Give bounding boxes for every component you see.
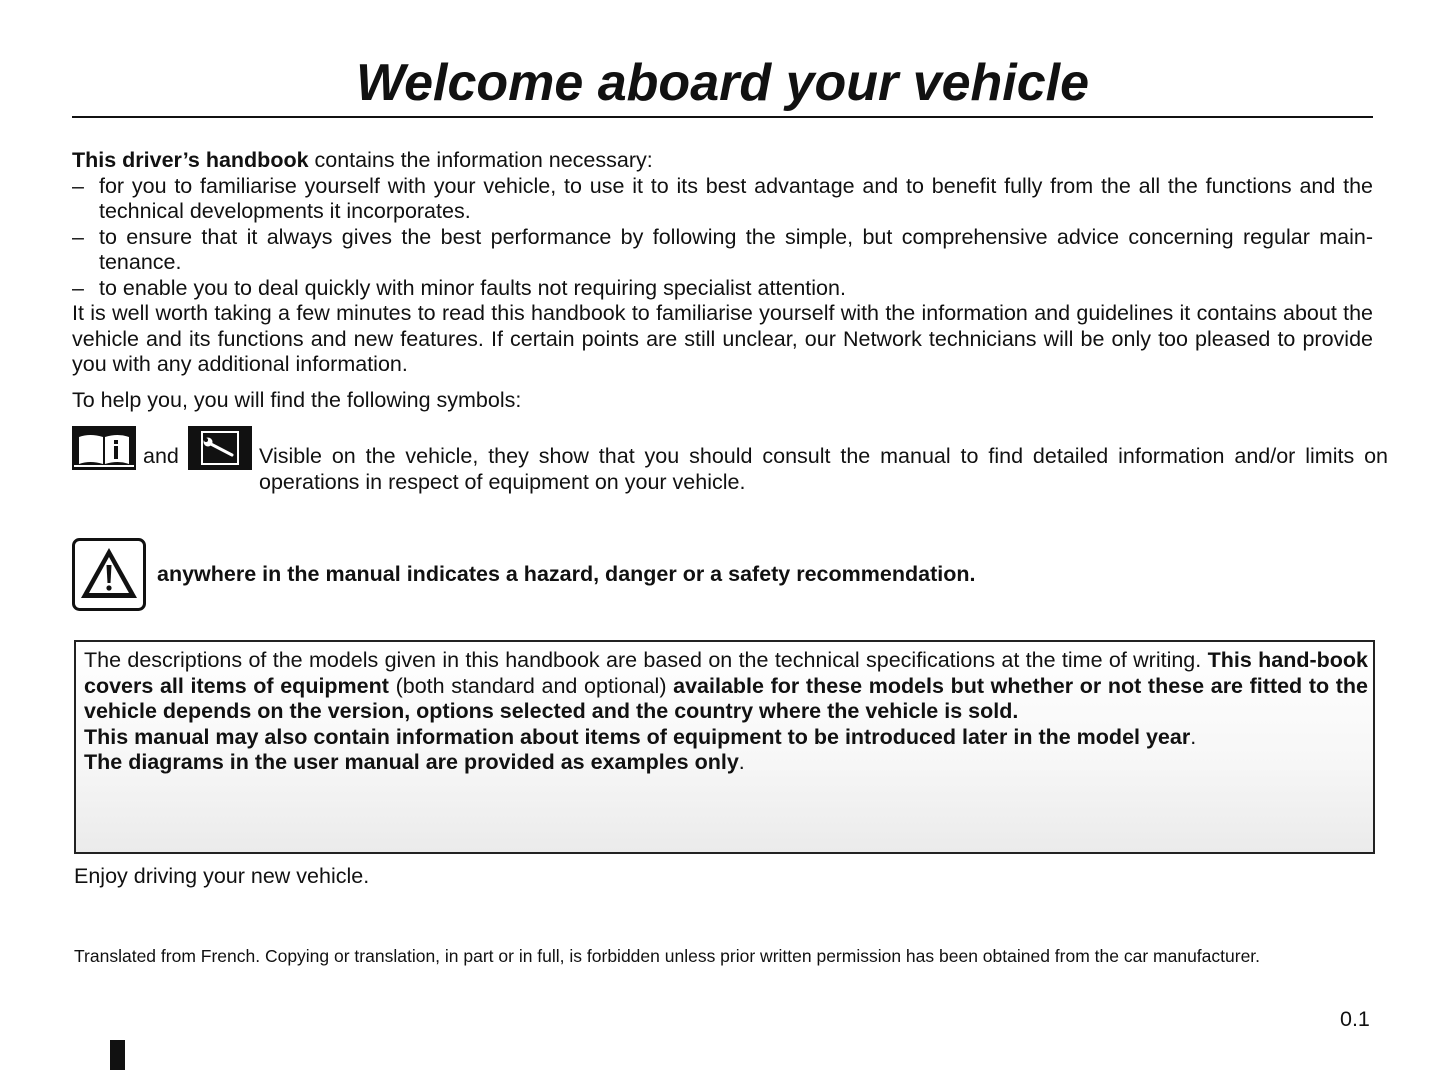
and-label: and [143, 444, 179, 468]
warning-text: anywhere in the manual indicates a hazard, danger or a safety recommendation. [157, 562, 976, 586]
page-title: Welcome aboard your vehicle [355, 54, 1090, 112]
notice-text-bold: available for these models but whether or not these are fitted to the vehicle depends on the version, options selected and the country where the vehicle is sold. [84, 673, 1369, 723]
list-item [72, 174, 1373, 225]
symbols-row [72, 426, 1388, 498]
bullet-dash: – [72, 224, 84, 249]
book-info-icon [72, 426, 136, 470]
notice-text-bold: The diagrams in the user manual are provided as examples only [84, 750, 739, 774]
notice-text-normal: . [738, 750, 745, 774]
list-item [72, 225, 1373, 276]
list-item [72, 276, 1373, 302]
notice-text-normal: The descriptions of the models given in this handbook are based on the technical specifications at the time of writing. [84, 648, 1208, 672]
bullet-text: for you to familiarise yourself with your vehicle, to use it to its best advantage and to benefit fully from the all the functions and the technical developments it incorporates. [99, 173, 1373, 223]
bullet-dash: – [72, 173, 84, 198]
intro-lead [72, 148, 1373, 174]
notice-text-normal: (both standard and optional) [388, 673, 674, 698]
intro-paragraph: It is well worth taking a few minutes to read this handbook to familiarise yourself with the information and guidelines it contains about the vehicle and its functions and new features. If certain points are still unclear, our Network technicians will be only too pleased to provide you with any additional information. [72, 301, 1373, 376]
symbols-intro: To help you, you will find the following symbols: [72, 387, 522, 412]
notice-text-bold: This manual may also contain information about items of equipment to be introduced later in the model year [84, 724, 1191, 749]
title-divider [72, 116, 1373, 118]
footer-note: Translated from French. Copying or translation, in part or in full, is forbidden unless prior written permission has been obtained from the car manufacturer. [74, 946, 1261, 966]
intro-lead-bold: This driver’s handbook [72, 148, 309, 172]
page-number: 0.1 [1340, 1007, 1370, 1031]
closing-text: Enjoy driving your new vehicle. [74, 864, 370, 888]
symbols-description: Visible on the vehicle, they show that you should consult the manual to find detailed information and/or limits on operations in respect of equipment on your vehicle. [259, 444, 1388, 494]
notice-paragraph [84, 725, 1368, 751]
notice-box [74, 640, 1375, 854]
notice-paragraph [84, 750, 1368, 776]
bullet-text: to ensure that it always gives the best performance by following the simple, but comprehensive advice concerning regular main-tenance. [99, 224, 1373, 274]
notice-text-bold: This hand-book covers all items of equipment [84, 648, 1369, 698]
bullet-text: to enable you to deal quickly with minor faults not requiring specialist attention. [99, 275, 846, 300]
intro-lead-text: contains the information necessary: [308, 148, 653, 172]
wrench-icon [188, 426, 252, 470]
warning-triangle-icon [72, 538, 146, 611]
intro-bullet-list [72, 174, 1373, 302]
notice-paragraph [84, 648, 1368, 725]
bullet-dash: – [72, 275, 84, 300]
notice-text [84, 648, 1368, 776]
intro-section [72, 148, 1373, 413]
page-marker [110, 1040, 125, 1070]
notice-text-normal: . [1190, 724, 1197, 749]
